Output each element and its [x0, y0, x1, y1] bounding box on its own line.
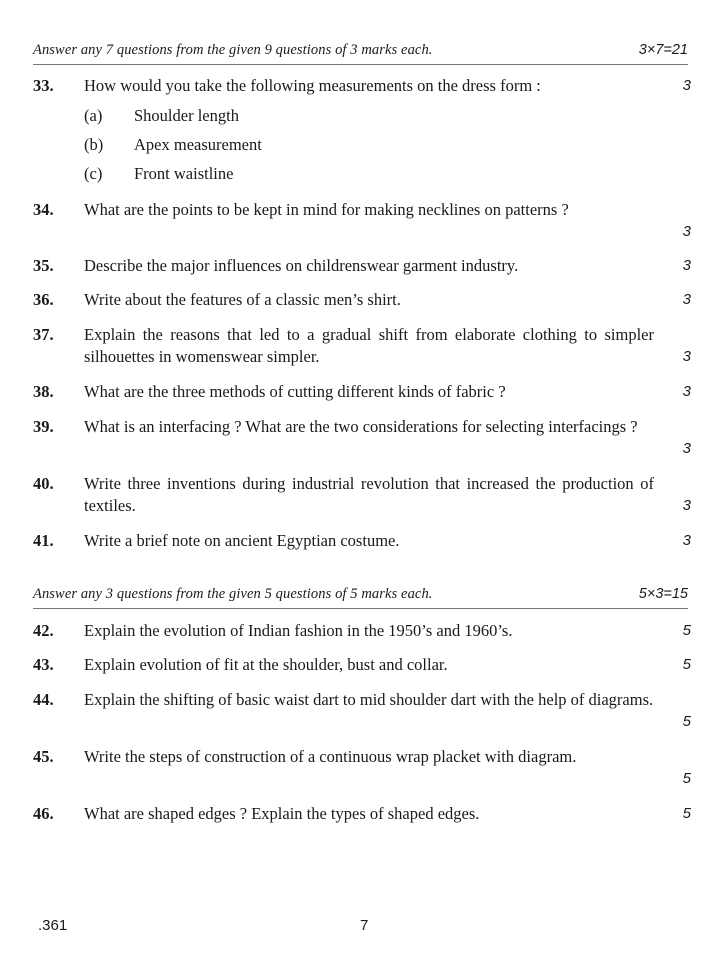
- question-text: What are the three methods of cutting different kinds of fabric ?: [84, 382, 506, 401]
- subquestion-label: (b): [84, 135, 104, 154]
- question-text: Explain the shifting of basic waist dart to mid shoulder dart with the help of diagrams.: [84, 690, 654, 709]
- question-text: Explain the evolution of Indian fashion in the 1950’s and 1960’s.: [84, 621, 513, 640]
- question-marks: 5: [682, 713, 691, 730]
- question-35: [33, 255, 691, 277]
- section-b-header: [33, 586, 688, 606]
- question-marks: 3: [682, 532, 691, 549]
- question-44: [33, 689, 691, 733]
- question-43: [33, 654, 691, 676]
- question-36: [33, 289, 691, 311]
- question-46: [33, 803, 691, 825]
- section-b-divider: [33, 608, 688, 609]
- question-number: 38.: [33, 382, 54, 401]
- section-b-marks: 5×3=15: [638, 586, 688, 602]
- question-45: [33, 746, 691, 790]
- question-text: Write a brief note on ancient Egyptian costume.: [84, 531, 400, 550]
- question-number: 33.: [33, 76, 54, 95]
- question-number: 34.: [33, 200, 54, 219]
- question-text: What are shaped edges ? Explain the types of shaped edges.: [84, 804, 480, 823]
- question-number: 42.: [33, 621, 54, 640]
- question-number: 43.: [33, 655, 54, 674]
- question-41: [33, 530, 691, 552]
- section-a-marks: 3×7=21: [638, 42, 688, 58]
- page-number: 7: [360, 917, 369, 934]
- question-marks: 3: [682, 291, 691, 308]
- question-marks: 3: [682, 223, 691, 240]
- question-number: 44.: [33, 690, 54, 709]
- question-39: [33, 416, 691, 460]
- question-text: Explain evolution of fit at the shoulder, bust and collar.: [84, 655, 448, 674]
- question-marks: 3: [682, 348, 691, 365]
- subquestion-text: Apex measurement: [134, 135, 262, 154]
- subquestion-text: Front waistline: [134, 164, 234, 183]
- question-37: [33, 324, 691, 368]
- question-34: [33, 199, 691, 243]
- question-text: Write about the features of a classic men’s shirt.: [84, 290, 401, 309]
- question-number: 46.: [33, 804, 54, 823]
- question-number: 41.: [33, 531, 54, 550]
- question-text: Describe the major influences on childrenswear garment industry.: [84, 256, 519, 275]
- subquestion-label: (c): [84, 164, 103, 183]
- question-text: What is an interfacing ? What are the two considerations for selecting interfacings ?: [84, 417, 638, 436]
- question-number: 36.: [33, 290, 54, 309]
- question-number: 45.: [33, 747, 54, 766]
- subquestion-text: Shoulder length: [134, 106, 239, 125]
- question-text: Write three inventions during industrial revolution that increased the production of textiles.: [84, 474, 654, 515]
- question-text: How would you take the following measurements on the dress form :: [84, 76, 541, 95]
- question-marks: 3: [682, 77, 691, 94]
- question-marks: 3: [682, 383, 691, 400]
- section-b-instruction: Answer any 3 questions from the given 5 questions of 5 marks each.: [33, 586, 433, 602]
- question-40: [33, 473, 691, 517]
- question-number: 35.: [33, 256, 54, 275]
- subquestion-label: (a): [84, 106, 103, 125]
- question-marks: 5: [682, 770, 691, 787]
- question-marks: 5: [682, 805, 691, 822]
- question-number: 37.: [33, 325, 54, 344]
- question-42: [33, 620, 691, 642]
- question-number: 40.: [33, 474, 54, 493]
- question-text: Explain the reasons that led to a gradual shift from elaborate clothing to simpler silhouettes in womenswear simpler.: [84, 325, 654, 366]
- question-text: Write the steps of construction of a continuous wrap placket with diagram.: [84, 747, 577, 766]
- question-marks: 3: [682, 440, 691, 457]
- question-marks: 3: [682, 497, 691, 514]
- section-a-header: [33, 42, 688, 62]
- question-marks: 5: [682, 656, 691, 673]
- question-marks: 5: [682, 622, 691, 639]
- question-marks: 3: [682, 257, 691, 274]
- section-a-divider: [33, 64, 688, 65]
- question-33: [33, 75, 691, 97]
- question-text: What are the points to be kept in mind for making necklines on patterns ?: [84, 200, 569, 219]
- question-38: [33, 381, 691, 403]
- section-a-instruction: Answer any 7 questions from the given 9 questions of 3 marks each.: [33, 42, 433, 58]
- paper-code: .361: [38, 917, 68, 934]
- question-number: 39.: [33, 417, 54, 436]
